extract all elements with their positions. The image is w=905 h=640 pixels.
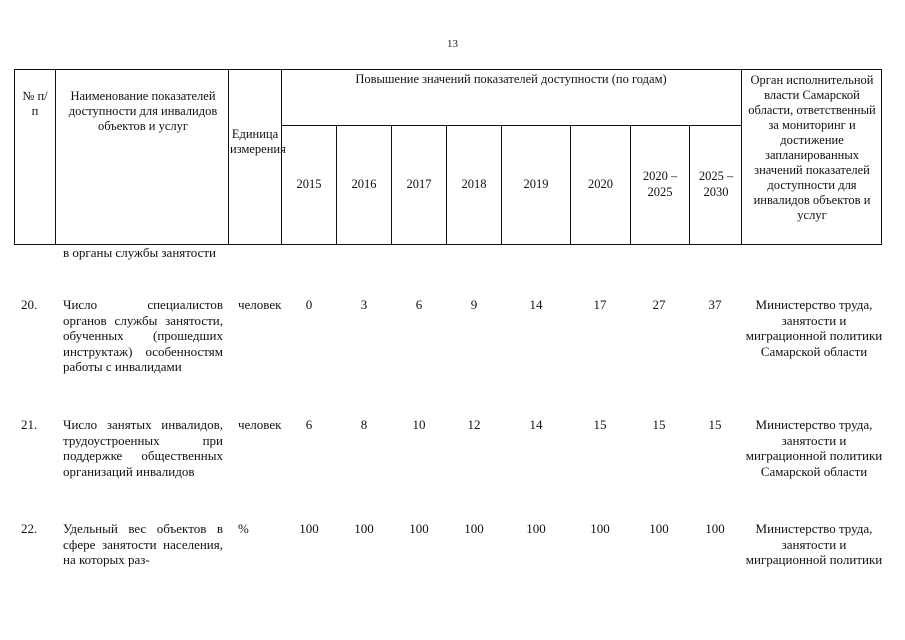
value-2019: 14	[529, 417, 543, 432]
row-unit: человек	[238, 297, 282, 312]
value-2015: 6	[305, 417, 313, 432]
header-year-2020: 2020	[588, 177, 613, 191]
continuation-text: в органы службы занятости	[63, 245, 217, 260]
row-authority: Министерство труда, занятости и миграционной политики Самарской области	[745, 417, 883, 479]
row-unit: %	[238, 521, 249, 536]
header-year-2025-2030: 2025 – 2030	[698, 169, 734, 199]
header-year-2019: 2019	[523, 177, 549, 191]
value-2015: 0	[305, 297, 313, 312]
value-2020-2025: 27	[652, 297, 666, 312]
value-2025-2030: 37	[708, 297, 722, 312]
row-name: Число занятых инвалидов, трудоустроенных при поддержке общественных организаций инвалидов	[63, 417, 223, 479]
row-name: Удельный вес объектов в сфере занятости населения, на которых раз-	[63, 521, 223, 567]
header-year-2018: 2018	[461, 177, 487, 191]
value-2017: 100	[409, 521, 429, 536]
header-num-col: № п/п	[22, 89, 48, 118]
value-2018: 9	[470, 297, 478, 312]
header-year-2020-2025: 2020 – 2025	[642, 169, 678, 199]
value-2020-2025: 100	[649, 521, 669, 536]
header-increase-col: Повышение значений показателей доступности (по годам)	[355, 72, 667, 86]
row-authority: Министерство труда, занятости и миграционной политики Самарской области	[745, 297, 883, 359]
value-2016: 8	[360, 417, 368, 432]
header-year-2015: 2015	[296, 177, 322, 191]
header-unit-col: Единица измерения	[230, 127, 286, 156]
value-2025-2030: 100	[705, 521, 725, 536]
value-2017: 10	[412, 417, 426, 432]
row-authority: Министерство труда, занятости и миграционной политики	[745, 521, 883, 567]
value-2015: 100	[299, 521, 319, 536]
value-2016: 3	[360, 297, 368, 312]
row-number: 22.	[21, 521, 38, 536]
header-year-2016: 2016	[351, 177, 377, 191]
value-2019: 100	[526, 521, 546, 536]
value-2017: 6	[415, 297, 423, 312]
value-2020-2025: 15	[652, 417, 666, 432]
value-2018: 12	[467, 417, 481, 432]
header-name-col: Наименование показателей доступности для инвалидов объектов и услуг	[68, 89, 218, 133]
row-number: 21.	[21, 417, 38, 432]
row-unit: человек	[238, 417, 282, 432]
value-2018: 100	[464, 521, 484, 536]
value-2016: 100	[354, 521, 374, 536]
row-name: Число специалистов органов службы занятости, обученных (прошедших инструктаж) особенностям работы с инвалидами	[63, 297, 223, 374]
value-2025-2030: 15	[708, 417, 722, 432]
value-2020: 100	[590, 521, 610, 536]
row-number: 20.	[21, 297, 38, 312]
header-year-2017: 2017	[406, 177, 432, 191]
value-2020: 17	[593, 297, 607, 312]
value-2019: 14	[529, 297, 543, 312]
page-number: 13	[447, 38, 458, 50]
header-authority-col: Орган исполнительной власти Самарской области, ответственный за мониторинг и достижение запланированных значений показателей доступности для инвалидов объектов и услуг	[748, 73, 876, 222]
value-2020: 15	[593, 417, 607, 432]
